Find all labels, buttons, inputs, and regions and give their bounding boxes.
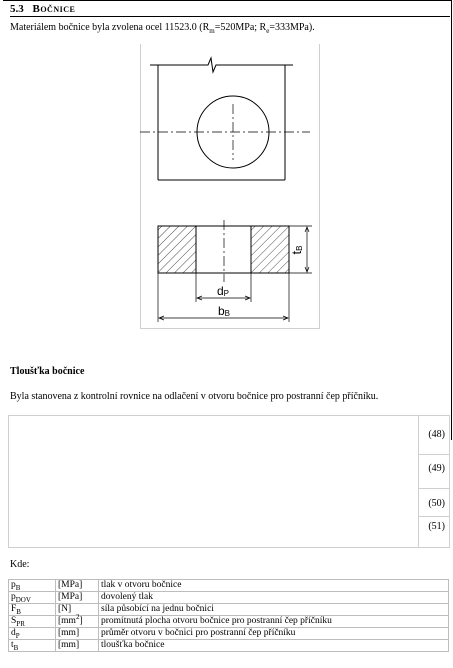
description-cell: tloušťka bočnice	[99, 640, 449, 652]
description-cell: síla působící na jednu bočnici	[99, 604, 449, 616]
rm-value: =520MPa; R	[214, 22, 267, 33]
description-cell: tlak v otvoru bočnice	[99, 580, 449, 592]
table-row	[9, 640, 449, 652]
symbol-cell: $F_B$	[9, 604, 56, 616]
page-frame-top	[3, 0, 452, 1]
rm-subscript: m	[209, 27, 215, 35]
body-paragraph: Byla stanovena z kontrolní rovnice na odlačení v otvoru bočnice pro postranní čep příčníku.	[10, 391, 379, 402]
width-label: bB	[217, 304, 231, 318]
rm-symbol: R	[202, 22, 210, 33]
re-subscript: e	[266, 27, 270, 35]
section-hole	[196, 226, 251, 273]
symbol-cell: $p_B$	[9, 580, 56, 592]
hole-diameter-label: dP	[216, 284, 230, 298]
description-cell: dovolený tlak	[99, 592, 449, 604]
unit-cell: [mm]	[56, 640, 99, 652]
equation-number: (51)	[428, 521, 445, 532]
symbols-table	[8, 579, 449, 652]
equation-separator	[419, 488, 449, 489]
description-cell: průměr otvoru v bočnici pro postranní čep příčníku	[99, 628, 449, 640]
re-value: =333MPa).	[269, 22, 315, 33]
table-row	[9, 592, 449, 604]
equation-number: (48)	[428, 429, 445, 440]
equation-separator	[419, 454, 449, 455]
unit-cell: $[mm^2]$	[56, 616, 99, 628]
symbol-cell: $t_B$	[9, 640, 56, 652]
where-label: Kde:	[10, 559, 30, 570]
subsection-title: Tloušťka bočnice	[10, 366, 85, 377]
side-plate-drawing	[140, 44, 318, 328]
table-row	[9, 604, 449, 616]
equation-number: (50)	[428, 498, 445, 509]
section-number: 5.3	[10, 3, 24, 15]
intro-text: Materiálem bočnice byla zvolena ocel 11523.0 (	[10, 22, 203, 33]
equation-number-column	[418, 416, 449, 547]
thickness-label: tB	[289, 245, 304, 255]
table-row	[9, 580, 449, 592]
section-right-hatch	[251, 226, 289, 273]
symbol-cell: $p_{DOV}$	[9, 592, 56, 604]
description-cell: promítnutá plocha otvoru bočnice pro postranní čep příčníku	[99, 616, 449, 628]
unit-cell: [MPa]	[56, 580, 99, 592]
symbol-cell: $S_{PR}$	[9, 616, 56, 628]
unit-cell: [MPa]	[56, 592, 99, 604]
intro-paragraph	[10, 22, 315, 33]
section-heading	[10, 3, 450, 17]
equation-separator	[419, 516, 449, 517]
page-frame-right	[451, 0, 452, 440]
table-row	[9, 628, 449, 640]
equation-block	[8, 415, 450, 548]
section-title: Bočnice	[32, 3, 76, 15]
equation-number: (49)	[428, 463, 445, 474]
symbol-cell: $d_P$	[9, 628, 56, 640]
unit-cell: [N]	[56, 604, 99, 616]
top-view-break-line	[150, 58, 293, 72]
unit-cell: [mm]	[56, 628, 99, 640]
section-left-hatch	[158, 226, 196, 273]
table-row	[9, 616, 449, 628]
